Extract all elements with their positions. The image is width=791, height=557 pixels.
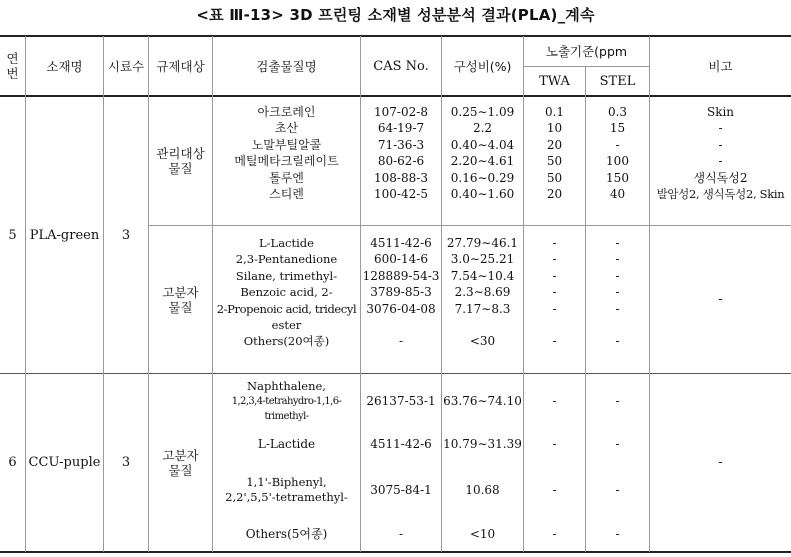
substance-name: 2-Propenoic acid, tridecyl: [216, 301, 357, 316]
header-note: 비고: [708, 58, 733, 74]
header-stel: STEL: [599, 73, 636, 89]
note-value: Skin: [706, 105, 735, 119]
substance-name: 톨루엔: [269, 170, 304, 185]
ratio-value: 3.0∼25.21: [450, 252, 515, 267]
header-ratio: 구성비(%): [453, 58, 512, 74]
substance-name: Silane, trimethyl-: [235, 268, 338, 283]
row6-item-1-ratio: 63.76∼74.10: [443, 393, 522, 408]
row5-polymer-ratio: [442, 235, 523, 350]
ratio-value: 2.3∼8.69: [454, 285, 511, 300]
substance-name: 아크로레인: [257, 105, 316, 119]
note-value: 생식독성2: [693, 170, 748, 185]
row6-item-4-cas: -: [398, 526, 404, 541]
twa-value: -: [552, 301, 557, 316]
ratio-value: 2.20∼4.61: [450, 154, 515, 169]
stel-value: -: [615, 301, 620, 316]
row5-regulated-ratio: [442, 104, 523, 202]
ratio-value: 7.17∼8.3: [454, 301, 511, 316]
ratio-value: 0.40∼1.60: [450, 186, 515, 201]
ratio-value: 2.2: [472, 121, 493, 136]
twa-value: -: [552, 252, 557, 267]
cas-number: 64-19-7: [377, 121, 425, 136]
stel-value: 40: [609, 186, 626, 201]
substance-name: Benzoic acid, 2-: [240, 285, 333, 300]
row5-regulated-note: [650, 104, 791, 202]
stel-value: -: [615, 285, 620, 300]
row6-item-2-stel: -: [615, 436, 620, 451]
ratio-value: <30: [469, 334, 496, 349]
twa-value: 0.1: [544, 105, 565, 119]
twa-value: 20: [546, 186, 563, 201]
ratio-value: 27.79∼46.1: [446, 236, 519, 250]
row6-item-4-ratio: <10: [469, 526, 496, 541]
substance-name: 2,3-Pentanedione: [235, 252, 338, 267]
row5-samples: 3: [121, 227, 131, 243]
ratio-value: 0.25∼1.09: [450, 105, 515, 119]
substance-name: 스티렌: [269, 186, 304, 201]
row5-regulated-substances: [213, 104, 360, 202]
stel-value: -: [615, 137, 620, 152]
row6-item-2-substance: L-Lactide: [257, 436, 316, 451]
row5-polymer-substances: [213, 235, 360, 350]
row6-item-2-twa: -: [552, 436, 557, 451]
header-no: 연 번: [6, 51, 19, 81]
cas-number: 100-42-5: [374, 186, 428, 201]
cas-number: 128889-54-3: [362, 268, 440, 283]
stel-value: 0.3: [607, 105, 628, 119]
ratio-value: 7.54∼10.4: [450, 268, 515, 283]
row6-note: -: [718, 455, 723, 470]
twa-value: 10: [546, 121, 563, 136]
row6-item-1-stel: -: [615, 393, 620, 408]
row6-item-1-cas: 26137-53-1: [366, 393, 436, 408]
twa-value: 50: [546, 170, 563, 185]
twa-value: 20: [546, 137, 563, 152]
substance-name: 노말부틸알콜: [251, 137, 322, 152]
cas-number: 80-62-6: [377, 154, 425, 169]
header-twa: TWA: [539, 73, 570, 89]
row5-category-regulated: 관리대상 물질: [156, 146, 205, 176]
cas-number: 3076-04-08: [366, 301, 436, 316]
row5-polymer-note: -: [718, 292, 723, 307]
header-samples: 시료수: [107, 58, 145, 74]
cas-number: 4511-42-6: [370, 236, 432, 250]
header-exposure: 노출기준(ppm: [545, 44, 628, 59]
stel-value: -: [615, 252, 620, 267]
twa-value: -: [552, 236, 557, 250]
row6-item-3-substance: 1,1'-Biphenyl, 2,2',5,5'-tetramethyl-: [225, 475, 348, 504]
twa-value: -: [552, 334, 557, 349]
bottom-rule: [0, 551, 791, 553]
row5-polymer-stel: [586, 235, 649, 350]
cas-number: 107-02-8: [374, 105, 428, 119]
row5-material: PLA-green: [29, 227, 100, 243]
row6-item-1-twa: -: [552, 393, 557, 408]
row6-category-polymer: 고분자 물질: [162, 447, 199, 478]
note-value: 발암성2, 생식독성2, Skin: [656, 186, 785, 201]
substance-name: 초산: [274, 121, 299, 136]
row6-item-2-ratio: 10.79∼31.39: [443, 436, 522, 451]
row5-category-polymer: 고분자 물질: [162, 284, 199, 315]
row5-no: 5: [8, 227, 17, 243]
row6-item-3-cas: 3075-84-1: [370, 482, 432, 497]
stel-value: -: [615, 268, 620, 283]
twa-value: -: [552, 285, 557, 300]
row6-item-4-stel: -: [615, 526, 620, 541]
row6-item-3-ratio: 10.68: [465, 482, 500, 497]
note-value: -: [718, 154, 723, 169]
row5-regulated-twa: [524, 104, 585, 202]
header-cas: CAS No.: [373, 58, 429, 74]
cas-number: 3789-85-3: [370, 285, 432, 300]
row5-polymer-twa: [524, 235, 585, 350]
ratio-value: 0.16∼0.29: [450, 170, 515, 185]
note-value: -: [718, 121, 723, 136]
twa-value: 50: [546, 154, 563, 169]
substance-name: Others(20여종): [243, 334, 330, 349]
row6-item-2-cas: 4511-42-6: [370, 436, 432, 451]
stel-value: -: [615, 334, 620, 349]
row6-item-4-twa: -: [552, 526, 557, 541]
cas-number: 71-36-3: [377, 137, 425, 152]
stel-value: 150: [606, 170, 629, 185]
row6-item-1-substance: Naphthalene, 1,2,3,4-tetrahydro-1,1,6-trimethyl-: [231, 378, 342, 422]
ratio-value: 0.40∼4.04: [450, 137, 515, 152]
substance-name: L-Lactide: [259, 236, 314, 250]
substance-name: 메틸메타크릴레이트: [234, 154, 339, 169]
row6-samples: 3: [121, 455, 131, 470]
header-substance: 검출물질명: [256, 58, 317, 74]
stel-value: -: [615, 236, 620, 250]
substance-name: ester: [271, 317, 302, 332]
row6-item-3-twa: -: [552, 482, 557, 497]
cas-number: -: [398, 334, 404, 349]
row6-item-3-stel: -: [615, 482, 620, 497]
stel-value: 100: [606, 154, 629, 169]
table-title: <표 Ⅲ-13> 3D 프린팅 소재별 성분분석 결과(PLA)_계속: [196, 6, 595, 24]
twa-value: -: [552, 268, 557, 283]
row5-regulated-cas: [361, 104, 441, 202]
row6-item-4-substance: Others(5여종): [245, 526, 328, 541]
cas-number: 600-14-6: [374, 252, 428, 267]
row5-regulated-stel: [586, 104, 649, 202]
row5-polymer-cas: [361, 235, 441, 350]
row6-no: 6: [8, 455, 17, 470]
row6-material: CCU-puple: [28, 455, 101, 470]
header-regulation: 규제대상: [156, 58, 205, 74]
header-material: 소재명: [46, 58, 83, 74]
note-value: -: [718, 137, 723, 152]
stel-value: 15: [609, 121, 626, 136]
cas-number: 108-88-3: [374, 170, 428, 185]
